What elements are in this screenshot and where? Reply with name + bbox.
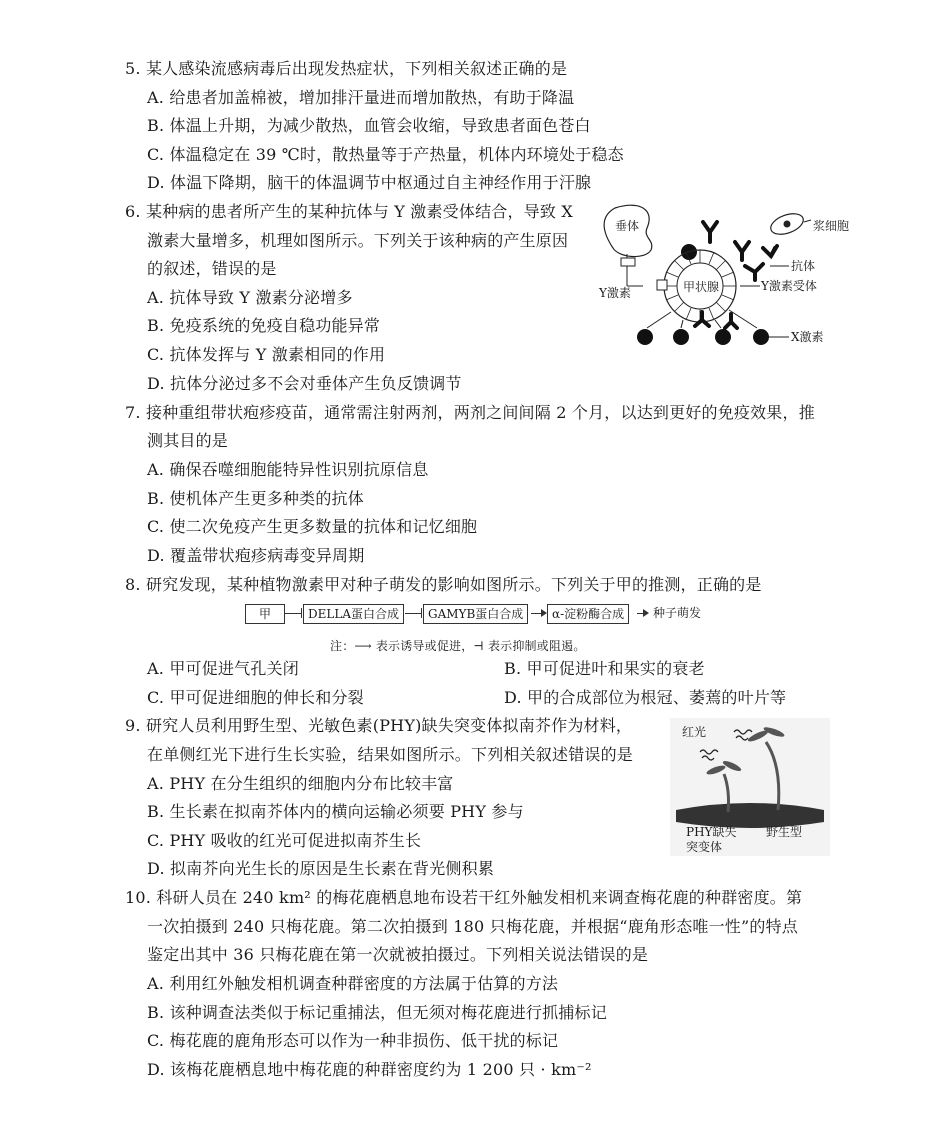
flow-node-gamyb: GAMYB蛋白合成: [423, 604, 528, 624]
q6-stem-line3: 的叙述，错误的是: [147, 259, 277, 278]
x-hormone-label: X激素: [791, 330, 824, 344]
q9-option-b: B. 生长素在拟南芥体内的横向运输必须要 PHY 参与: [147, 802, 524, 821]
pituitary-label: 垂体: [615, 219, 640, 233]
q9-option-a: A. PHY 在分生组织的细胞内分布比较丰富: [147, 774, 454, 793]
q5-option-a: A. 给患者加盖棉被，增加排汗量进而增加散热，有助于降温: [147, 88, 575, 107]
q10-stem-line3: 鉴定出其中 36 只梅花鹿在第一次就被拍摄过。下列相关说法错误的是: [147, 945, 649, 964]
flow-node-amylase: α-淀粉酶合成: [547, 604, 629, 624]
q8-legend-note: 注：⟶ 表示诱导或促进，⊣ 表示抑制或阻遏。: [330, 639, 586, 653]
q6-option-d: D. 抗体分泌过多不会对垂体产生负反馈调节: [147, 374, 462, 393]
q9-option-d: D. 拟南芥向光生长的原因是生长素在背光侧积累: [147, 859, 495, 878]
q6-option-a: A. 抗体导致 Y 激素分泌增多: [147, 288, 353, 307]
q10-option-d: D. 该梅花鹿栖息地中梅花鹿的种群密度约为 1 200 只 · km⁻²: [147, 1060, 592, 1079]
q6-option-c: C. 抗体发挥与 Y 激素相同的作用: [147, 345, 386, 364]
q5-option-c: C. 体温稳定在 39 ℃时，散热量等于产热量，机体内环境处于稳态: [147, 145, 624, 164]
mutant-label-line2: 突变体: [686, 840, 723, 854]
plasma-cell-label: 浆细胞: [813, 219, 850, 233]
q6-option-b: B. 免疫系统的免疫自稳功能异常: [147, 316, 381, 335]
q9-stem-line2: 在单侧红光下进行生长实验，结果如图所示。下列相关叙述错误的是: [147, 745, 634, 764]
q7-option-b: B. 使机体产生更多种类的抗体: [147, 489, 364, 508]
arabidopsis-figure: [670, 718, 830, 856]
q7-stem-line1: 7. 接种重组带状疱疹疫苗，通常需注射两剂，两剂之间间隔 2 个月，以达到更好的免疫效果，推: [125, 403, 815, 422]
y-receptor-label: Y激素受体: [761, 279, 817, 293]
q7-stem-line2: 测其目的是: [147, 431, 229, 450]
thyroid-diagram: [585, 200, 850, 350]
q6-stem-line1: 6. 某种病的患者所产生的某种抗体与 Y 激素受体结合，导致 X: [125, 202, 573, 221]
flow-node-della: DELLA蛋白合成: [303, 604, 404, 624]
q9-stem-line1: 9. 研究人员利用野生型、光敏色素(PHY)缺失突变体拟南芥作为材料，: [125, 716, 633, 735]
q8-option-d: D. 甲的合成部位为根冠、萎蔫的叶片等: [504, 688, 787, 707]
q7-option-d: D. 覆盖带状疱疹病毒变异周期: [147, 546, 365, 565]
red-light-label: 红光: [682, 725, 707, 739]
q10-stem-line1: 10. 科研人员在 240 km² 的梅花鹿栖息地布设若干红外触发相机来调查梅花鹿的种群密度。第: [125, 888, 803, 907]
flow-node-jia: 甲: [245, 604, 285, 624]
q8-stem: 8. 研究发现，某种植物激素甲对种子萌发的影响如图所示。下列关于甲的推测，正确的是: [125, 575, 762, 594]
y-hormone-label: Y激素: [599, 286, 631, 300]
q10-stem-line2: 一次拍摄到 240 只梅花鹿。第二次拍摄到 180 只梅花鹿，并根据“鹿角形态唯一性”的特点: [147, 917, 798, 936]
antibody-label: 抗体: [791, 259, 816, 273]
q5-option-b: B. 体温上升期，为减少散热，血管会收缩，导致患者面色苍白: [147, 116, 591, 135]
q9-option-c: C. PHY 吸收的红光可促进拟南芥生长: [147, 831, 422, 850]
q8-option-c: C. 甲可促进细胞的伸长和分裂: [147, 688, 364, 707]
q10-option-b: B. 该种调查法类似于标记重捕法，但无须对梅花鹿进行抓捕标记: [147, 1003, 607, 1022]
q10-option-c: C. 梅花鹿的鹿角形态可以作为一种非损伤、低干扰的标记: [147, 1031, 559, 1050]
q8-option-a: A. 甲可促进气孔关闭: [147, 659, 299, 678]
x-hormone-row: [637, 329, 769, 345]
wild-type-label: 野生型: [766, 825, 803, 839]
q8-option-b: B. 甲可促进叶和果实的衰老: [504, 659, 705, 678]
thyroid-label: 甲状腺: [683, 280, 720, 294]
q7-option-c: C. 使二次免疫产生更多数量的抗体和记忆细胞: [147, 517, 478, 536]
mutant-label-line1: PHY缺失: [686, 825, 737, 839]
q5-stem: 5. 某人感染流感病毒后出现发热症状，下列相关叙述正确的是: [125, 59, 568, 78]
q6-stem-line2: 激素大量增多，机理如图所示。下列关于该种病的产生原因: [147, 231, 569, 250]
q5-option-d: D. 体温下降期，脑干的体温调节中枢通过自主神经作用于汗腺: [147, 173, 592, 192]
q7-option-a: A. 确保吞噬细胞能特异性识别抗原信息: [147, 460, 429, 479]
q10-option-a: A. 利用红外触发相机调查种群密度的方法属于估算的方法: [147, 974, 559, 993]
flow-node-germination: 种子萌发: [653, 606, 702, 620]
q8-flow-diagram: [245, 604, 715, 626]
